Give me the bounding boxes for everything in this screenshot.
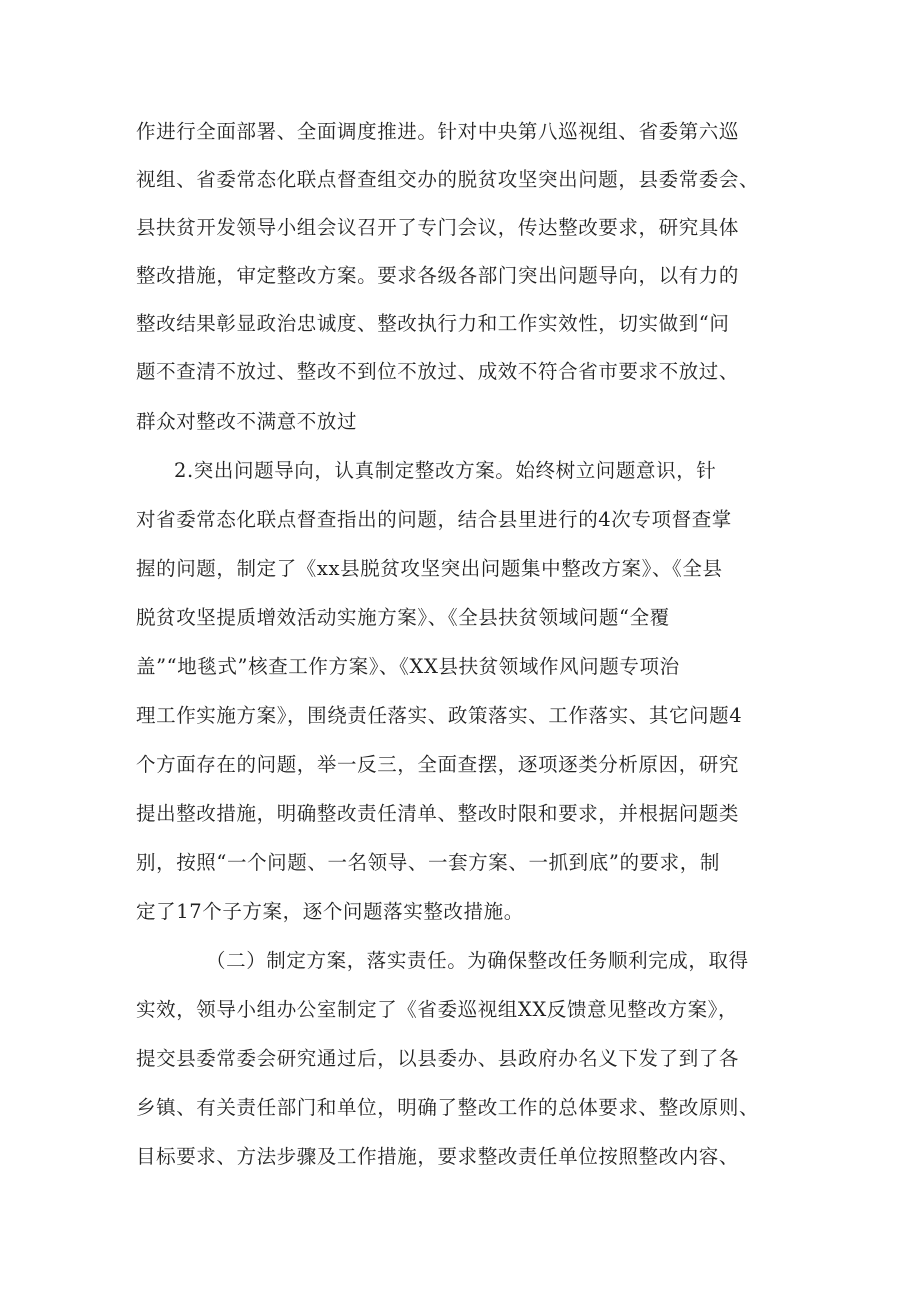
text-line: 提出整改措施，明确整改责任清单、整改时限和要求，并根据问题类 bbox=[136, 802, 740, 825]
text-line: 理工作实施方案》，围绕责任落实、政策落实、工作落实、其它问题4 bbox=[136, 704, 743, 727]
text-line: 视组、省委常态化联点督查组交办的脱贫攻坚突出问题，县委常委会、 bbox=[136, 168, 760, 191]
text-line: 作进行全面部署、全面调度推进。针对中央第八巡视组、省委第六巡 bbox=[136, 120, 740, 143]
text-line: （二）制定方案，落实责任。为确保整改任务顺利完成，取得 bbox=[206, 949, 749, 972]
text-line: 乡镇、有关责任部门和单位，明确了整改工作的总体要求、整改原则、 bbox=[136, 1096, 760, 1119]
text-line: 题不查清不放过、整改不到位不放过、成效不符合省市要求不放过、 bbox=[136, 360, 740, 383]
text-line: 整改结果彰显政治忠诚度、整改执行力和工作实效性，切实做到“问 bbox=[136, 312, 730, 335]
text-line: 县扶贫开发领导小组会议召开了专门会议，传达整改要求，研究具体 bbox=[136, 216, 740, 239]
text-line: 整改措施，审定整改方案。要求各级各部门突出问题导向，以有力的 bbox=[136, 264, 740, 287]
text-line: 定了17个子方案，逐个问题落实整改措施。 bbox=[136, 900, 524, 923]
text-line: 握的问题，制定了《xx县脱贫攻坚突出问题集中整改方案》、《全县 bbox=[136, 557, 723, 580]
text-line: 个方面存在的问题，举一反三，全面查摆，逐项逐类分析原因，研究 bbox=[136, 753, 740, 776]
text-line: 别，按照“一个问题、一名领导、一套方案、一抓到底”的要求，制 bbox=[136, 851, 720, 874]
text-line: 提交县委常委会研究通过后，以县委办、县政府办名义下发了到了各 bbox=[136, 1047, 740, 1070]
text-line: 群众对整改不满意不放过 bbox=[136, 410, 358, 433]
text-line: 目标要求、方法步骤及工作措施，要求整改责任单位按照整改内容、 bbox=[136, 1145, 740, 1168]
text-line: 盖”“地毯式”核查工作方案》、《XX县扶贫领域作风问题专项治 bbox=[136, 655, 680, 678]
text-line: 对省委常态化联点督查指出的问题，结合县里进行的4次专项督查掌 bbox=[136, 508, 732, 531]
text-line: 实效，领导小组办公室制定了《省委巡视组XX反馈意见整改方案》， bbox=[136, 998, 739, 1021]
text-line: 脱贫攻坚提质增效活动实施方案》、《全县扶贫领域问题“全覆 bbox=[136, 606, 670, 629]
text-line: 2.突出问题导向，认真制定整改方案。始终树立问题意识，针 bbox=[174, 459, 717, 482]
